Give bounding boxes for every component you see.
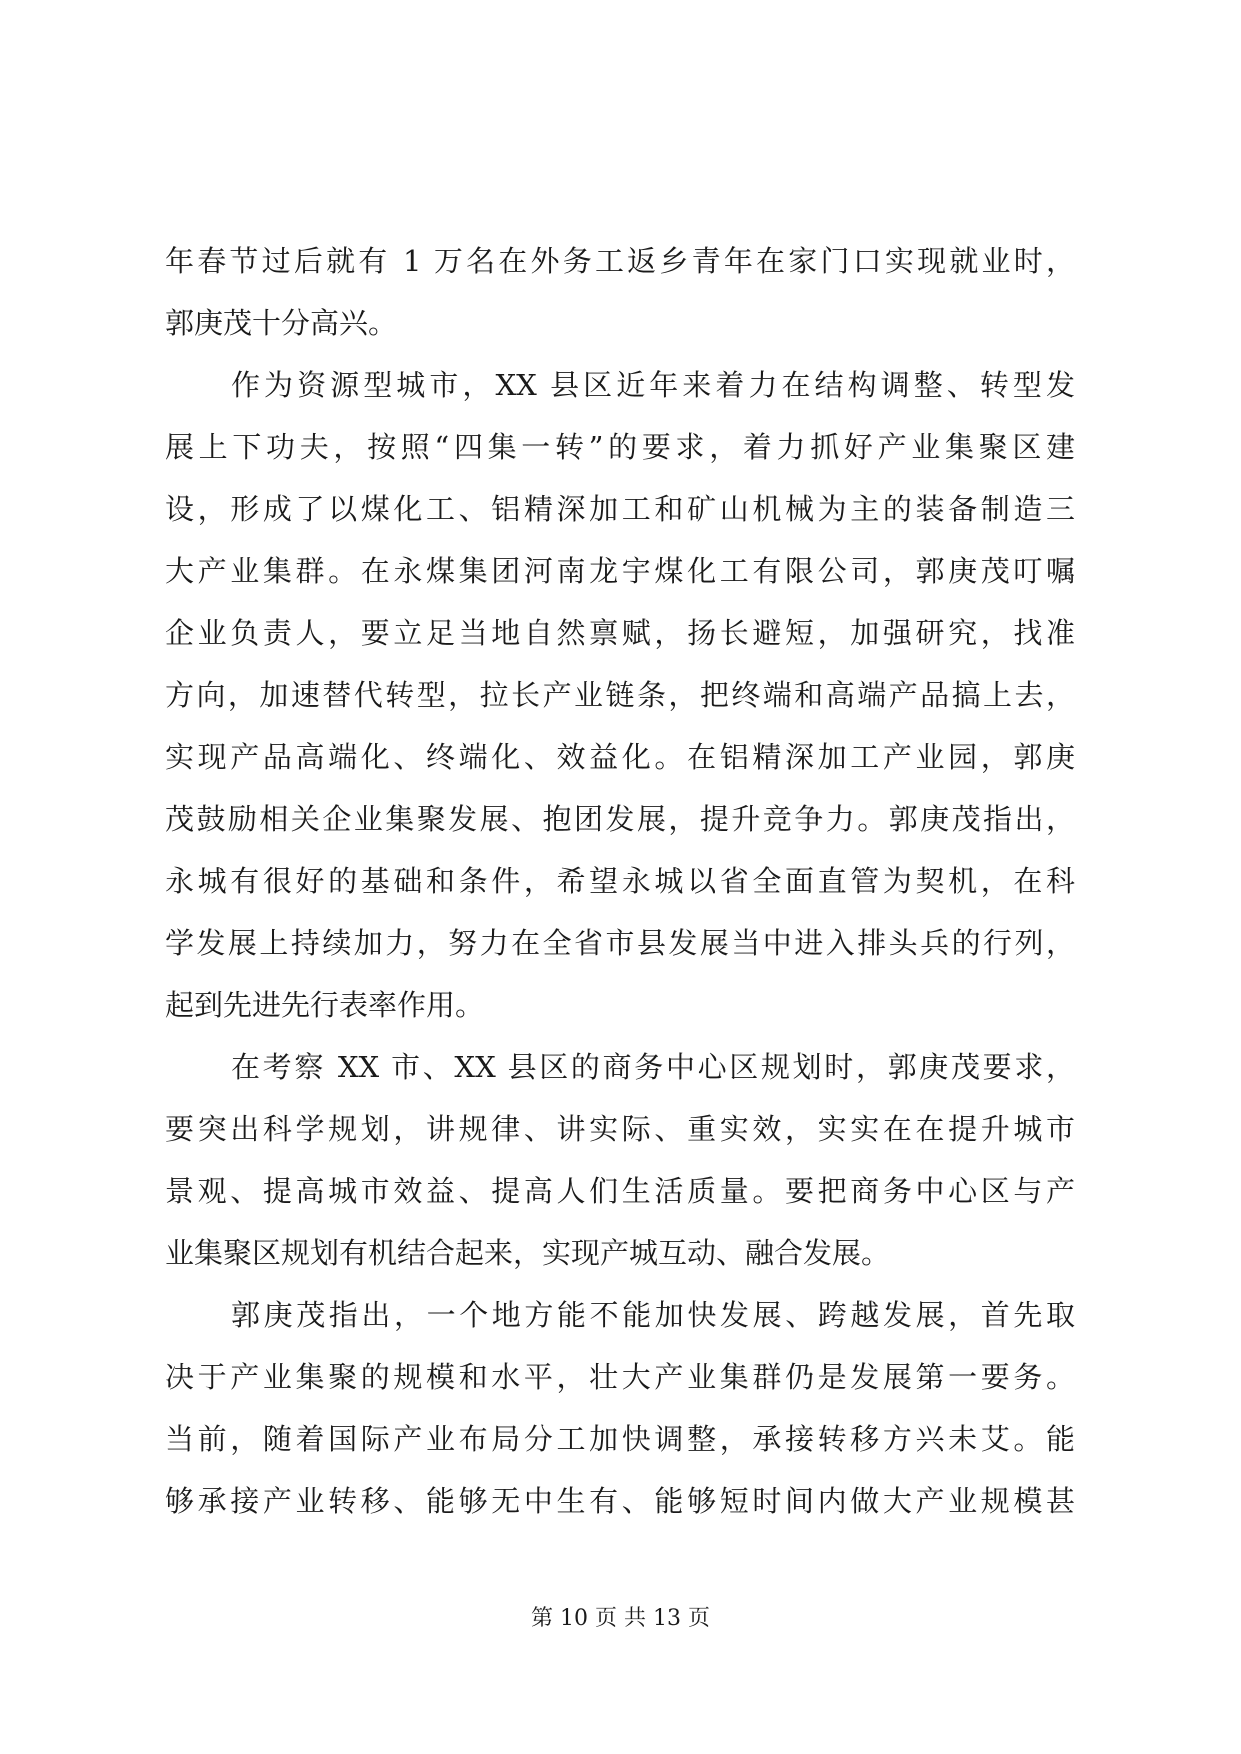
text-line: 茂鼓励相关企业集聚发展、抱团发展，提升竞争力。郭庚茂指出， bbox=[165, 802, 1075, 836]
text-line: 够承接产业转移、能够无中生有、能够短时间内做大产业规模甚 bbox=[165, 1484, 1075, 1518]
text-line: 展上下功夫，按照“四集一转”的要求，着力抓好产业集聚区建 bbox=[165, 430, 1075, 464]
text-line: 景观、提高城市效益、提高人们生活质量。要把商务中心区与产 bbox=[165, 1174, 1075, 1208]
text-line: 要突出科学规划，讲规律、讲实际、重实效，实实在在提升城市 bbox=[165, 1112, 1075, 1146]
text-line: 郭庚茂指出，一个地方能不能加快发展、跨越发展，首先取 bbox=[231, 1298, 1075, 1332]
text-line: 当前，随着国际产业布局分工加快调整，承接转移方兴未艾。能 bbox=[165, 1422, 1075, 1456]
text-line: 起到先进先行表率作用。 bbox=[165, 988, 485, 1022]
text-line: 企业负责人，要立足当地自然禀赋，扬长避短，加强研究，找准 bbox=[165, 616, 1075, 650]
text-line: 设，形成了以煤化工、铝精深加工和矿山机械为主的装备制造三 bbox=[165, 492, 1075, 526]
text-line: 永城有很好的基础和条件，希望永城以省全面直管为契机，在科 bbox=[165, 864, 1075, 898]
page-footer: 第 10 页 共 13 页 bbox=[531, 1606, 710, 1631]
text-line: 业集聚区规划有机结合起来，实现产城互动、融合发展。 bbox=[165, 1236, 891, 1270]
text-line: 实现产品高端化、终端化、效益化。在铝精深加工产业园，郭庚 bbox=[165, 740, 1075, 774]
body-text bbox=[165, 230, 1075, 1532]
text-line: 大产业集群。在永煤集团河南龙宇煤化工有限公司，郭庚茂叮嘱 bbox=[165, 554, 1075, 588]
text-line: 学发展上持续加力，努力在全省市县发展当中进入排头兵的行列， bbox=[165, 926, 1075, 960]
text-line: 在考察 XX 市、XX 县区的商务中心区规划时，郭庚茂要求， bbox=[231, 1050, 1075, 1084]
text-line: 郭庚茂十分高兴。 bbox=[165, 306, 398, 340]
text-line: 年春节过后就有 1 万名在外务工返乡青年在家门口实现就业时， bbox=[165, 244, 1075, 278]
text-line: 决于产业集聚的规模和水平，壮大产业集群仍是发展第一要务。 bbox=[165, 1360, 1075, 1394]
text-line: 作为资源型城市，XX 县区近年来着力在结构调整、转型发 bbox=[231, 368, 1075, 402]
text-line: 方向，加速替代转型，拉长产业链条，把终端和高端产品搞上去， bbox=[165, 678, 1075, 712]
